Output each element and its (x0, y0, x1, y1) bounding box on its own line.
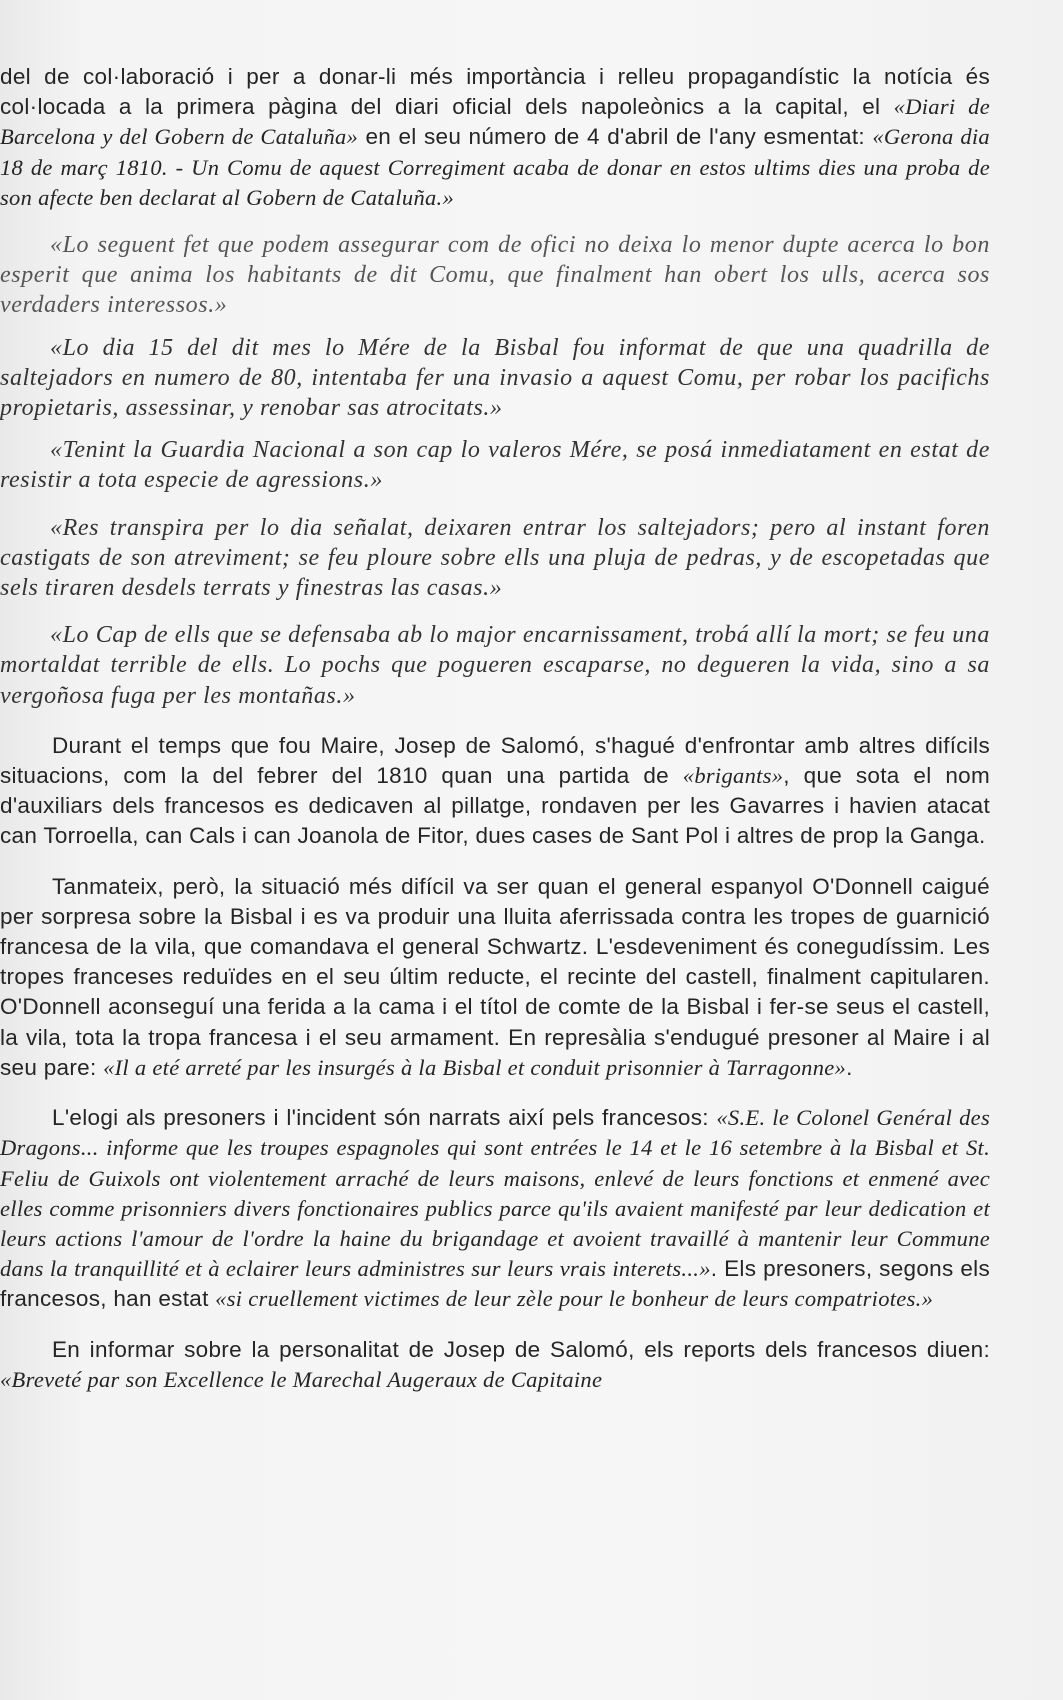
quote-paragraph-4: «Res transpira per lo dia señalat, deixaren entrar los saltejadors; pero al instant foren castigats de son atreviment; se feu ploure sobre ells una pluja de pedras, y de escopetadas que sels tiraren desdels terrats y finestras las casas.» (0, 514, 990, 602)
quotation: «Breveté par son Excellence le Marechal Augeraux de Capitaine (0, 1366, 603, 1392)
paragraph-intro (0, 62, 990, 213)
paragraph-text: en el seu número de 4 d'abril de l'any esmentat: (358, 124, 873, 150)
paragraph-text: En informar sobre la personalitat de Josep de Salomó, els reports dels francesos diuen: (52, 1336, 990, 1362)
paragraph-text: Durant el temps que fou Maire, Josep de Salomó, s'hagué d'enfrontar amb altres difícils situacions, com la del febrer del 1810 quan una partida de (0, 732, 990, 789)
newspaper-title: «Diari de Barcelona y del Gobern de Cataluña» (0, 94, 990, 150)
paragraph-text: . Els presoners, segons els francesos, han estat (0, 1256, 990, 1312)
quotation: «S.E. le Colonel Genéral des Dragons... informe que les troupes espagnoles qui sont entrées le 14 et le 16 setembre à la Bisbal et St. Feliu de Guixols ont violentement arraché de leurs maisons, enlevé de leurs fonctions et enmené avec elles comme prisonniers divers fonctionaires publics parce qu'ils avaient manifesté par leur dedication et leurs actions l'amour de l'ordre la haine du brigandage et avoient travaillé à mantenir leur Commune dans la tranquillité et à eclairer leurs administres sur leurs vrais interets...» (0, 1105, 990, 1282)
quotation: «si cruellement victimes de leur zèle pour le bonheur de leurs compatriotes.» (215, 1286, 934, 1312)
paragraph-text: Tanmateix, però, la situació més difícil va ser quan el general espanyol O'Donnell caigué per sorpresa sobre la Bisbal i es va produir una lluita aferrissada contra les tropes de guarnició francesa de la vila, que comandava el general Schwartz. L'esdeveniment és conegudíssim. Les tropes franceses reduïdes en el seu últim reducte, el recinte del castell, finalment capitularen. O'Donnell aconseguí una ferida a la cama i el títol de comte de la Bisbal i fer-se seus el castell, la vila, tota la tropa francesa i el seu armament. En represàlia s'endugué presoner al Maire i al seu pare: (0, 873, 990, 1080)
paragraph-maire (0, 731, 990, 852)
paragraph-text: del de col·laboració i per a donar-li més importància i relleu propagandístic la notícia és col·locada a la primera pàgina del diari oficial dels napoleònics a la capital, el (0, 64, 990, 120)
quote-paragraph-3: «Tenint la Guardia Nacional a son cap lo valeros Mére, se posá inmediatament en estat de resistir a tota especie de agressions.» (0, 437, 990, 494)
paragraph-text: L'elogi als presoners i l'incident són narrats així pels francesos: (52, 1105, 717, 1131)
paragraph-text: , que sota el nom d'auxiliars dels francesos es dedicaven al pillatge, rondaven per les Gavarres i havien atacat can Torroella, can Cals i can Joanola de Fitor, dues cases de Sant Pol i altres de prop la Ganga. (0, 763, 990, 849)
quote-paragraph-2: «Lo dia 15 del dit mes lo Mére de la Bisbal fou informat de que una quadrilla de saltejadors en numero de 80, intentaba fer una invasio a aquest Comu, per robar los pacifichs propietaris, assessinar, y renobar sas atrocitats.» (0, 334, 990, 422)
quote-paragraph-5: «Lo Cap de ells que se defensaba ab lo major encarnissament, trobá allí la mort; se feu una mortaldat terrible de ells. Lo pochs que pogueren escaparse, no degueren la vida, sino a sa vergoñosa fuga per les montañas.» (0, 622, 990, 709)
quotation: «Il a eté arreté par les insurgés à la Bisbal et conduit prisonnier à Tarragonne» (103, 1054, 847, 1080)
paragraph-text: . (846, 1054, 853, 1080)
quoted-term: «brigants» (682, 763, 784, 789)
quote-paragraph-1: «Lo seguent fet que podem assegurar com de ofici no deixa lo menor dupte acerca lo bon esperit que anima los habitants de dit Comu, que finalment han obert los ulls, acerca sos verdaders interessos.» (0, 232, 990, 319)
paragraph-elogi (0, 1103, 990, 1314)
body-text (0, 62, 990, 1395)
paragraph-odonnell (0, 872, 990, 1083)
quotation: «Gerona dia 18 de març 1810. - Un Comu de aquest Corregiment acaba de donar en estos ultims dies una proba de son afecte ben declarat al Gobern de Cataluña.» (0, 124, 990, 210)
paragraph-personalitat (0, 1335, 990, 1395)
